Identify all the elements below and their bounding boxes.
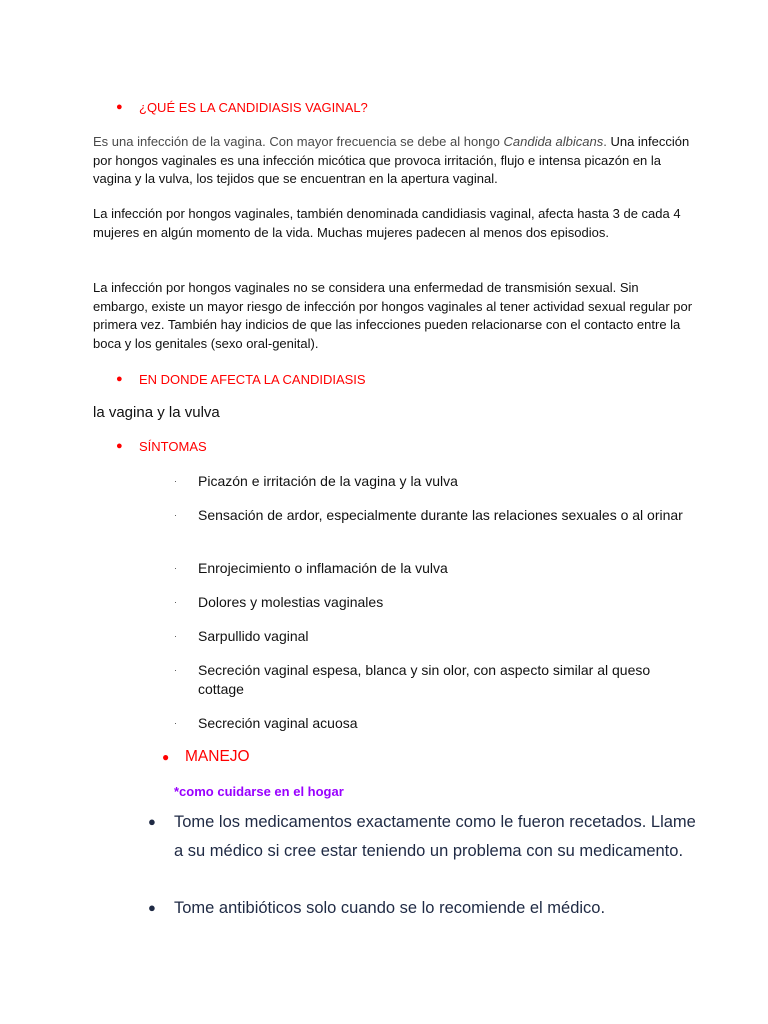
heading-text: SÍNTOMAS bbox=[139, 439, 207, 454]
symptom-text: Picazón e irritación de la vagina y la vulva bbox=[198, 473, 458, 489]
intro-italic-text: Candida albicans bbox=[503, 134, 604, 149]
bullet-icon: ● bbox=[116, 101, 123, 113]
care-item bbox=[148, 894, 708, 923]
symptom-item bbox=[174, 506, 694, 525]
donde-answer: la vagina y la vulva bbox=[93, 404, 220, 421]
paragraph-2: La infección por hongos vaginales, también denominada candidiasis vaginal, afecta hasta 3 de cada 4 mujeres en algún momento de la vida. Muchas mujeres padecen al menos dos episodios. bbox=[93, 206, 681, 240]
bullet-icon: ● bbox=[148, 814, 156, 829]
dot-marker-icon: · bbox=[174, 510, 177, 520]
dot-marker-icon: · bbox=[174, 597, 177, 607]
symptom-text: Sarpullido vaginal bbox=[198, 628, 309, 644]
dot-marker-icon: · bbox=[174, 476, 177, 486]
symptom-text: Dolores y molestias vaginales bbox=[198, 594, 384, 610]
symptom-item bbox=[174, 627, 694, 646]
symptom-text: Sensación de ardor, especialmente durante las relaciones sexuales o al orinar bbox=[198, 507, 683, 523]
heading-donde bbox=[116, 372, 366, 387]
symptom-item bbox=[174, 714, 694, 733]
intro-dark-text: Una infección por hongos vaginales es una infección micótica que provoca irritación, flujo e intensa picazón en la vagina y la vulva, los tejidos que se encuentran en la apertura vaginal. bbox=[93, 134, 690, 186]
dot-marker-icon: · bbox=[174, 665, 177, 675]
symptom-text: Secreción vaginal espesa, blanca y sin olor, con aspecto similar al queso cottage bbox=[198, 662, 651, 697]
bullet-icon: ● bbox=[162, 750, 170, 764]
heading-manejo bbox=[162, 748, 250, 766]
intro-period: . bbox=[603, 134, 607, 149]
care-text: Tome antibióticos solo cuando se lo recomiende el médico. bbox=[174, 899, 606, 917]
heading-text: EN DONDE AFECTA LA CANDIDIASIS bbox=[139, 372, 366, 387]
bullet-icon: ● bbox=[116, 373, 123, 385]
home-care-label: *como cuidarse en el hogar bbox=[174, 784, 344, 799]
care-text: Tome los medicamentos exactamente como le fueron recetados. Llame a su médico si cree estar teniendo un problema con su medicamento. bbox=[174, 813, 696, 860]
paragraph-3: La infección por hongos vaginales no se considera una enfermedad de transmisión sexual. Sin embargo, existe un mayor riesgo de infección por hongos vaginales al tener actividad sexual regular por primera vez. También hay indicios de que las infecciones pueden relacionarse con el contacto entre la boca y los genitales (sexo oral-genital). bbox=[93, 280, 693, 351]
symptom-item bbox=[174, 661, 694, 699]
symptom-item bbox=[174, 559, 694, 578]
care-item bbox=[148, 808, 708, 865]
heading-que-es bbox=[116, 100, 368, 115]
dot-marker-icon: · bbox=[174, 563, 177, 573]
heading-text: ¿QUÉ ES LA CANDIDIASIS VAGINAL? bbox=[139, 100, 368, 115]
symptom-text: Secreción vaginal acuosa bbox=[198, 715, 358, 731]
dot-marker-icon: · bbox=[174, 631, 177, 641]
bullet-icon: ● bbox=[116, 440, 123, 452]
intro-gray-text: Es una infección de la vagina. Con mayor frecuencia se debe al hongo bbox=[93, 134, 504, 149]
symptom-item bbox=[174, 472, 694, 491]
symptom-text: Enrojecimiento o inflamación de la vulva bbox=[198, 560, 448, 576]
dot-marker-icon: · bbox=[174, 718, 177, 728]
bullet-icon: ● bbox=[148, 900, 156, 915]
heading-sintomas bbox=[116, 439, 207, 454]
heading-text: MANEJO bbox=[185, 748, 250, 765]
intro-paragraph bbox=[93, 133, 693, 189]
symptom-item bbox=[174, 593, 694, 612]
